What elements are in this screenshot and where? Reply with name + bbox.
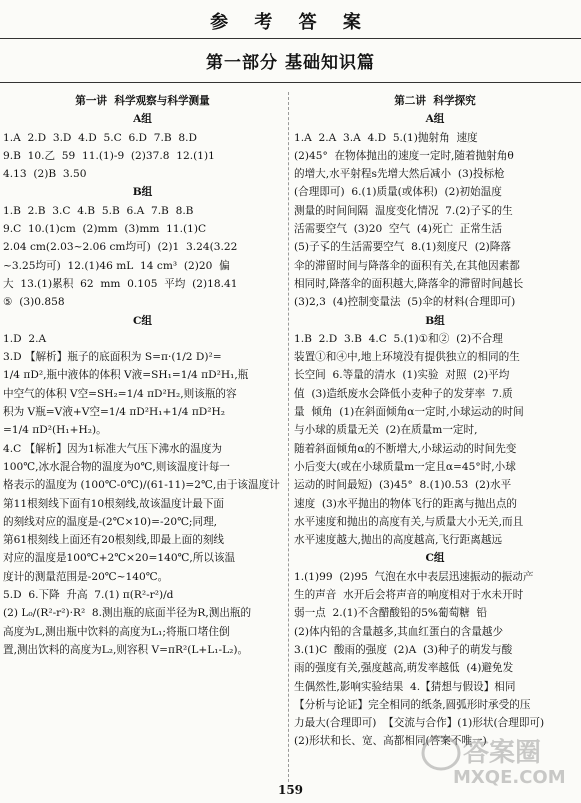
answer-line: 100℃,冰水混合物的温度为0℃,则该温度计每一 — [3, 460, 230, 473]
answer-line: 小后变大(或在小球质量m一定且α=45°时,小球 — [294, 460, 516, 473]
answer-line: 格表示的温度为 (100℃-0℃)/(61-11)=2℃,由于该温度计 — [3, 479, 280, 492]
answer-line: 4.C 【解析】因为1标准大气压下沸水的温度为 — [3, 442, 223, 455]
column-divider — [288, 92, 289, 782]
answer-line: 雨的强度有关,强度越高,萌发率越低 (4)避免发 — [294, 662, 514, 675]
answer-line: 随着斜面倾角α的不断增大,小球运动的时间先变 — [294, 442, 517, 455]
answer-line: 3.D 【解析】瓶子的底面积为 S=π·(1/2 D)²= — [3, 351, 222, 364]
lecture-title: 第一讲 科学观察与科学测量 — [75, 95, 210, 107]
answer-line: (2)形状和长、宽、高都相同(答案不唯一) — [294, 735, 487, 748]
lecture-title: 第二讲 科学探究 — [394, 95, 476, 107]
answer-line: 量 倾角 (1)在斜面倾角α一定时,小球运动的时间 — [294, 406, 524, 419]
answer-line: 运动的时间最短) (3)45° 8.(1)0.53 (2)水平 — [294, 479, 512, 492]
answer-line: 弱一点 2.(1)不含醋酸铅的5%葡萄糖 铅 — [294, 607, 488, 620]
answer-line: (3)2,3 (4)控制变量法 (5)伞的材料(合理即可) — [294, 296, 516, 309]
answer-line: 1.D 2.A — [3, 332, 47, 345]
left-column — [3, 92, 282, 659]
group-title: A组 — [425, 113, 445, 126]
answer-line: 水平速度和抛出的高度有关,与质量大小无关,而且 — [294, 515, 524, 528]
answer-line: (5)子孓的生活需要空气 8.(1)刻度尺 (2)降落 — [294, 241, 511, 254]
answer-line: 大 13.(1)累积 62 mm 0.105 平均 (2)18.41 — [3, 277, 238, 290]
answer-line: 1.(1)99 (2)95 气泡在水中表层迅速振动的振动产 — [294, 570, 534, 583]
group-title: C组 — [425, 552, 445, 565]
answer-line: 1.B 2.B 3.C 4.B 5.B 6.A 7.B 8.B — [3, 204, 194, 217]
answer-line: 第11根刻线下面有10根刻线,故该温度计最下面 — [3, 497, 225, 510]
answer-line: 积为 V瓶=V液+V空=1/4 πD²H₁+1/4 πD²H₂ — [3, 406, 226, 419]
answer-line: 速度 (3)水平抛出的物体飞行的距离与抛出点的 — [294, 497, 518, 510]
answer-line: 2.04 cm(2.03~2.06 cm均可) (2)1 3.24(3.22 — [3, 241, 238, 254]
answer-line: 1/4 πD²,瓶中液体的体积 V液=SH₁=1/4 πD²H₁,瓶 — [3, 369, 249, 382]
answer-line: 的增大,水平射程s先增大然后减小 (3)投标枪 — [294, 168, 505, 181]
answer-line: 活需要空气 (3)20 空气 (4)死亡 正常生活 — [294, 223, 503, 236]
answer-line: 置,测出饮料的高度为L₂,则容积 V=πR²(L+L₁-L₂)。 — [3, 643, 249, 656]
answer-line: 高度为L,测出瓶中饮料的高度为L₁;将瓶口堵住倒 — [3, 625, 230, 638]
watermark-logo — [419, 733, 569, 789]
answer-line: 相同时,降落伞的面积越大,降落伞的滞留时间越长 — [294, 277, 524, 290]
answer-line: 力最大(合理即可) 【交流与合作】(1)形状(合理即可) — [294, 717, 545, 730]
answer-line: 1.A 2.A 3.A 4.D 5.(1)抛射角 速度 — [294, 131, 478, 144]
group-title: B组 — [425, 314, 445, 327]
answer-line: (2) L₀/(R²-r²)·R² 8.测出瓶的底面半径为R,测出瓶的 — [3, 607, 252, 620]
answer-line: 3.(1)C 酸雨的强度 (2)A (3)种子的萌发与酸 — [294, 643, 513, 656]
answer-line: 5.D 6.下降 升高 7.(1) π(R²-r²)/d — [3, 589, 174, 602]
answer-line: 对应的温度是100℃+2℃×20=140℃,所以该温 — [3, 552, 236, 565]
part-rule — [0, 82, 581, 83]
answer-line: (2)45° 在物体抛出的速度一定时,随着抛射角θ — [294, 149, 514, 162]
answer-line: 1.A 2.D 3.D 4.D 5.C 6.D 7.B 8.D — [3, 131, 198, 144]
answer-line: 【分析与论证】完全相同的纸条,圆弧形时承受的压 — [294, 698, 531, 711]
answer-line: 伞的滞留时间与降落伞的面积有关,在其他因素都 — [294, 259, 520, 272]
title-rule — [0, 38, 581, 39]
page-number: 159 — [277, 783, 304, 797]
answer-line: ⑤ (3)0.858 — [3, 296, 65, 309]
group-title: B组 — [132, 186, 153, 199]
answer-line: (合理即可) 6.(1)质量(或体积) (2)初始温度 — [294, 186, 502, 199]
group-title: C组 — [132, 314, 153, 327]
answer-line: 水平速度越大,抛出的高度越高,飞行距离越远 — [294, 534, 503, 547]
answer-line: 测量的时间间隔 温度变化情况 7.(2)子孓的生 — [294, 204, 513, 217]
answer-line: 值 (3)造纸废水会降低小麦种子的发芽率 7.质 — [294, 387, 513, 400]
answer-line: 中空气的体积 V空=SH₂=1/4 πD²H₂,则该瓶的容 — [3, 387, 237, 400]
answer-line: 第61根刻线上面还有20根刻线,即最上面的刻线 — [3, 534, 225, 547]
answer-line: 1.B 2.D 3.B 4.C 5.(1)①和② (2)不合理 — [294, 332, 503, 345]
answer-line: ~3.25均可) 12.(1)46 mL 14 cm³ (2)20 偏 — [3, 259, 230, 272]
part-title: 第一部分 基础知识篇 — [206, 53, 375, 73]
answer-line: 4.13 (2)B 3.50 — [3, 168, 87, 181]
answer-line: 与小球的质量无关 (2)在质量m一定时, — [294, 424, 478, 437]
answer-line: 长空间 6.等量的清水 (1)实验 对照 (2)平均 — [294, 369, 510, 382]
right-column — [294, 92, 576, 751]
answer-line: 生偶然性,影响实验结果 4.【猜想与假设】相同 — [294, 680, 516, 693]
answer-line: 装置①和④中,地上环境没有提供独立的相同的生 — [294, 351, 520, 364]
answer-line: 生的声音 水开后会将声音的响度相对于水未开时 — [294, 589, 524, 602]
watermark-url: MXQE.COM — [453, 767, 566, 788]
answer-line: 9.C 10.(1)cm (2)mm (3)mm 11.(1)C — [3, 223, 207, 236]
watermark-text: 答案圈 — [463, 738, 542, 768]
page-title: 参 考 答 案 — [210, 12, 371, 33]
answer-line: (2)体内铅的含量越多,其血红蛋白的含量越少 — [294, 625, 504, 638]
group-title: A组 — [133, 113, 152, 126]
answer-line: =1/4 πD²(H₁+H₂)。 — [3, 424, 107, 437]
answer-line: 的刻线对应的温度是-(2℃×10)=-20℃;同理, — [3, 515, 218, 528]
answer-line: 9.B 10.乙 59 11.(1)-9 (2)37.8 12.(1)1 — [3, 149, 215, 162]
answer-line: 度计的测量范围是-20℃~140℃。 — [3, 570, 169, 583]
